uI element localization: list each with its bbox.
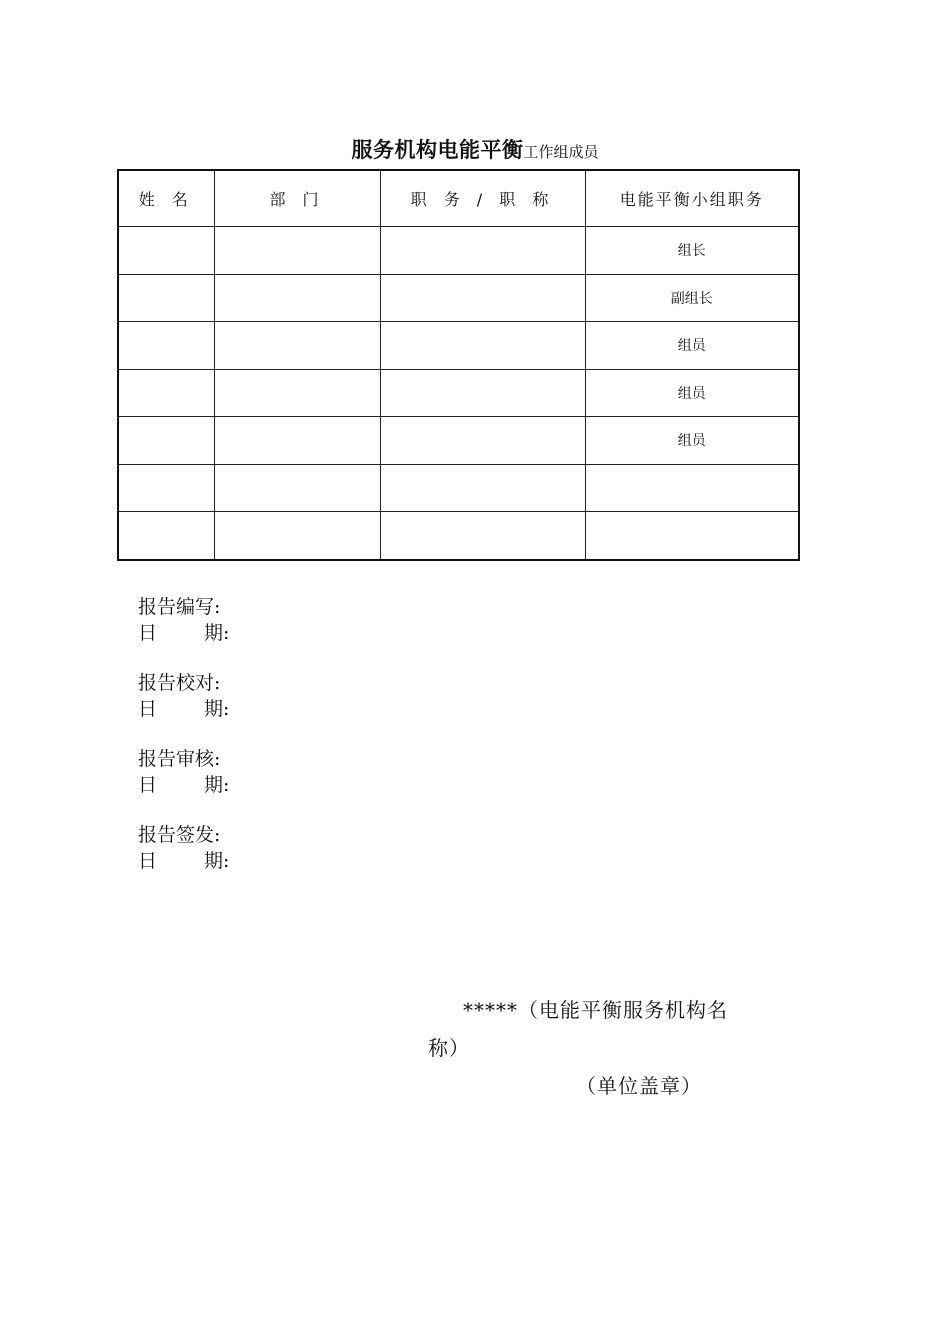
org-stamp: （单位盖章）: [576, 1074, 702, 1098]
cell-role: 组员: [585, 369, 799, 417]
org-name-line1: *****（电能平衡服务机构名: [463, 998, 728, 1022]
table-row: [118, 464, 799, 512]
cell-role: 组员: [585, 417, 799, 465]
document-title: [0, 134, 950, 164]
cell-department[interactable]: [214, 369, 380, 417]
signoff-issue: [138, 822, 229, 874]
header-name: 姓 名: [118, 170, 214, 227]
header-group-role: 电能平衡小组职务: [585, 170, 799, 227]
signoff-date: 日 期:: [138, 850, 230, 872]
signoff-writer: [138, 594, 229, 646]
signoff-date: 日 期:: [138, 774, 230, 796]
cell-department[interactable]: [214, 464, 380, 512]
title-main: 服务机构电能平衡: [351, 137, 524, 162]
table-row: [118, 512, 799, 560]
signoff-date: 日 期:: [138, 622, 230, 644]
cell-name[interactable]: [118, 274, 214, 322]
members-table: [117, 169, 800, 561]
signoff-review: [138, 746, 229, 798]
table-row: [118, 274, 799, 322]
cell-title[interactable]: [380, 512, 585, 560]
cell-name[interactable]: [118, 417, 214, 465]
cell-name[interactable]: [118, 512, 214, 560]
cell-name[interactable]: [118, 322, 214, 370]
table-row: [118, 227, 799, 275]
cell-role: 组长: [585, 227, 799, 275]
org-name-line2: 称）: [428, 1036, 470, 1060]
cell-title[interactable]: [380, 417, 585, 465]
cell-role: 组员: [585, 322, 799, 370]
table-header-row: [118, 170, 799, 227]
cell-role: 副组长: [585, 274, 799, 322]
signoff-label: 报告校对:: [138, 672, 221, 694]
title-sub: 工作组成员: [523, 143, 599, 161]
table-row: [118, 322, 799, 370]
cell-role[interactable]: [585, 512, 799, 560]
cell-name[interactable]: [118, 464, 214, 512]
signoff-label: 报告签发:: [138, 824, 221, 846]
cell-name[interactable]: [118, 369, 214, 417]
header-department: 部 门: [214, 170, 380, 227]
signoff-label: 报告编写:: [138, 596, 221, 618]
signoff-proofread: [138, 670, 229, 722]
cell-title[interactable]: [380, 369, 585, 417]
table-row: [118, 417, 799, 465]
cell-title[interactable]: [380, 464, 585, 512]
cell-department[interactable]: [214, 274, 380, 322]
cell-title[interactable]: [380, 227, 585, 275]
cell-title[interactable]: [380, 322, 585, 370]
cell-title[interactable]: [380, 274, 585, 322]
header-title: 职 务 / 职 称: [380, 170, 585, 227]
cell-department[interactable]: [214, 227, 380, 275]
table-row: [118, 369, 799, 417]
signoff-label: 报告审核:: [138, 748, 221, 770]
cell-department[interactable]: [214, 417, 380, 465]
cell-department[interactable]: [214, 512, 380, 560]
cell-name[interactable]: [118, 227, 214, 275]
signoff-date: 日 期:: [138, 698, 230, 720]
cell-department[interactable]: [214, 322, 380, 370]
cell-role[interactable]: [585, 464, 799, 512]
